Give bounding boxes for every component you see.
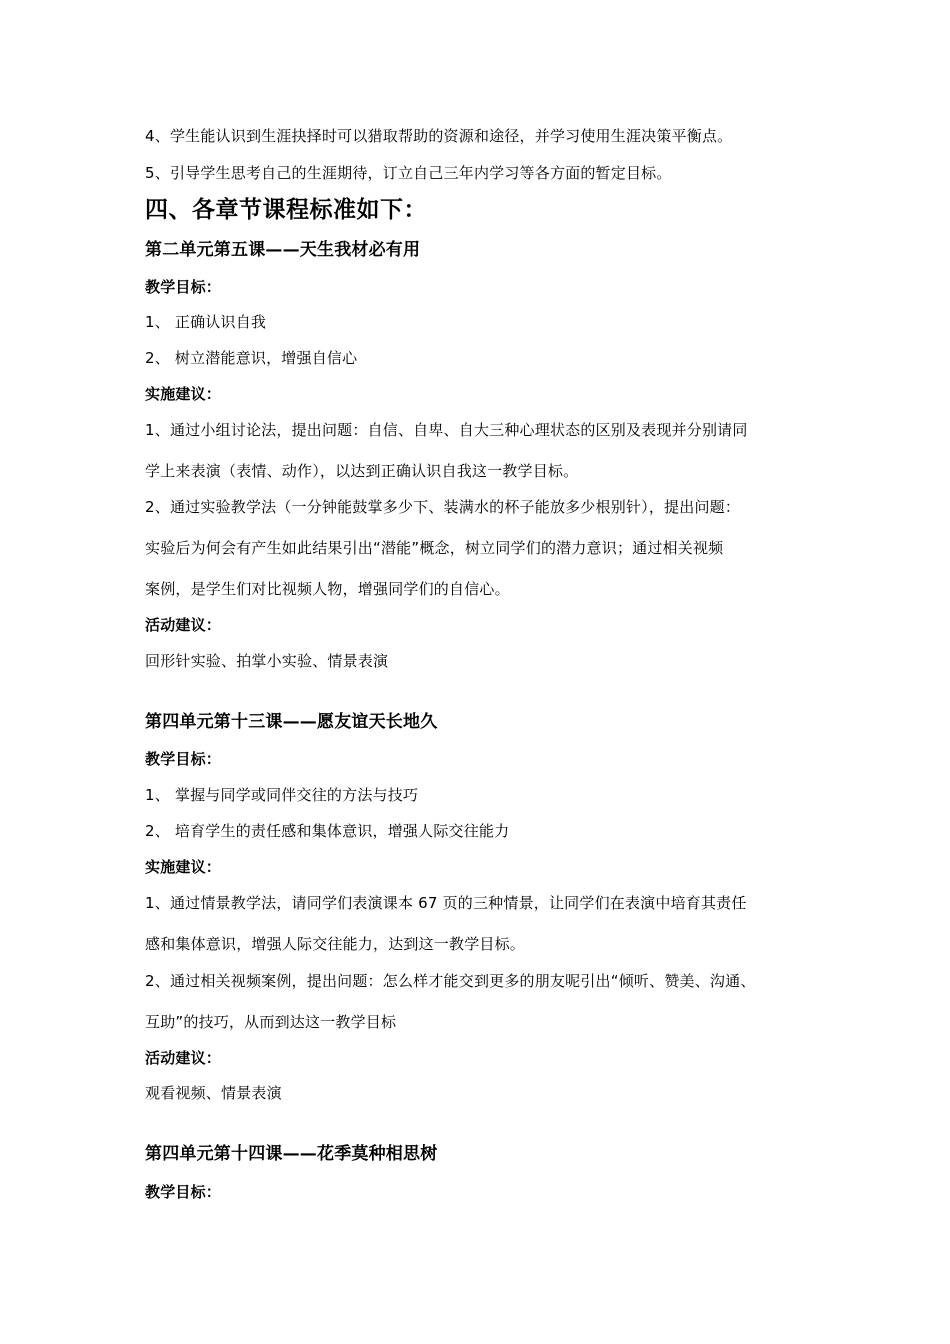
goal-item: 2、 树立潜能意识，增强自信心 [145, 349, 358, 367]
intro-item-5: 5、引导学生思考自己的生涯期待，订立自己三年内学习等各方面的暂定目标。 [145, 164, 672, 182]
suggest-line: 2、通过实验教学法（一分钟能鼓掌多少下、装满水的杯子能放多少根别针），提出问题： [145, 498, 741, 516]
goal-item: 2、 培育学生的责任感和集体意识，增强人际交往能力 [145, 822, 510, 840]
goal-item: 1、 正确认识自我 [145, 313, 267, 331]
goals-label: 教学目标： [145, 278, 222, 296]
suggest-label: 实施建议： [145, 385, 222, 403]
section-title: 四、各章节课程标准如下： [145, 197, 427, 223]
intro-item-4: 4、学生能认识到生涯抉择时可以猎取帮助的资源和途径，并学习使用生涯决策平衡点。 [145, 127, 733, 145]
suggest-line: 1、通过情景教学法，请同学们表演课本 67 页的三种情景，让同学们在表演中培育其责任 [145, 894, 747, 912]
activity-label: 活动建议： [145, 616, 222, 634]
lesson-title: 第四单元第十三课——愿友谊天长地久 [145, 712, 438, 732]
lesson-title: 第四单元第十四课——花季莫种相思树 [145, 1144, 438, 1164]
suggest-line: 2、通过相关视频案例，提出问题：怎么样才能交到更多的朋友呢引出“倾听、赞美、沟通、 [145, 972, 756, 990]
goals-label: 教学目标： [145, 750, 222, 768]
suggest-line: 实验后为何会有产生如此结果引出“潜能”概念，树立同学们的潜力意识；通过相关视频 [145, 539, 724, 557]
activity-text: 回形针实验、拍掌小实验、情景表演 [145, 652, 389, 670]
goal-item: 1、 掌握与同学或同伴交往的方法与技巧 [145, 786, 419, 804]
suggest-line: 互助”的技巧，从而到达这一教学目标 [145, 1013, 397, 1031]
goals-label: 教学目标： [145, 1183, 222, 1201]
lesson-title: 第二单元第五课——天生我材必有用 [145, 240, 421, 260]
activity-label: 活动建议： [145, 1049, 222, 1067]
suggest-label: 实施建议： [145, 858, 222, 876]
suggest-line: 1、通过小组讨论法，提出问题：自信、自卑、自大三种心理状态的区别及表现并分别请同 [145, 421, 748, 439]
activity-text: 观看视频、情景表演 [145, 1084, 282, 1102]
suggest-line: 感和集体意识，增强人际交往能力，达到这一教学目标。 [145, 935, 526, 953]
suggest-line: 学上来表演（表情、动作），以达到正确认识自我这一教学目标。 [145, 462, 579, 480]
suggest-line: 案例，是学生们对比视频人物，增强同学们的自信心。 [145, 580, 510, 598]
